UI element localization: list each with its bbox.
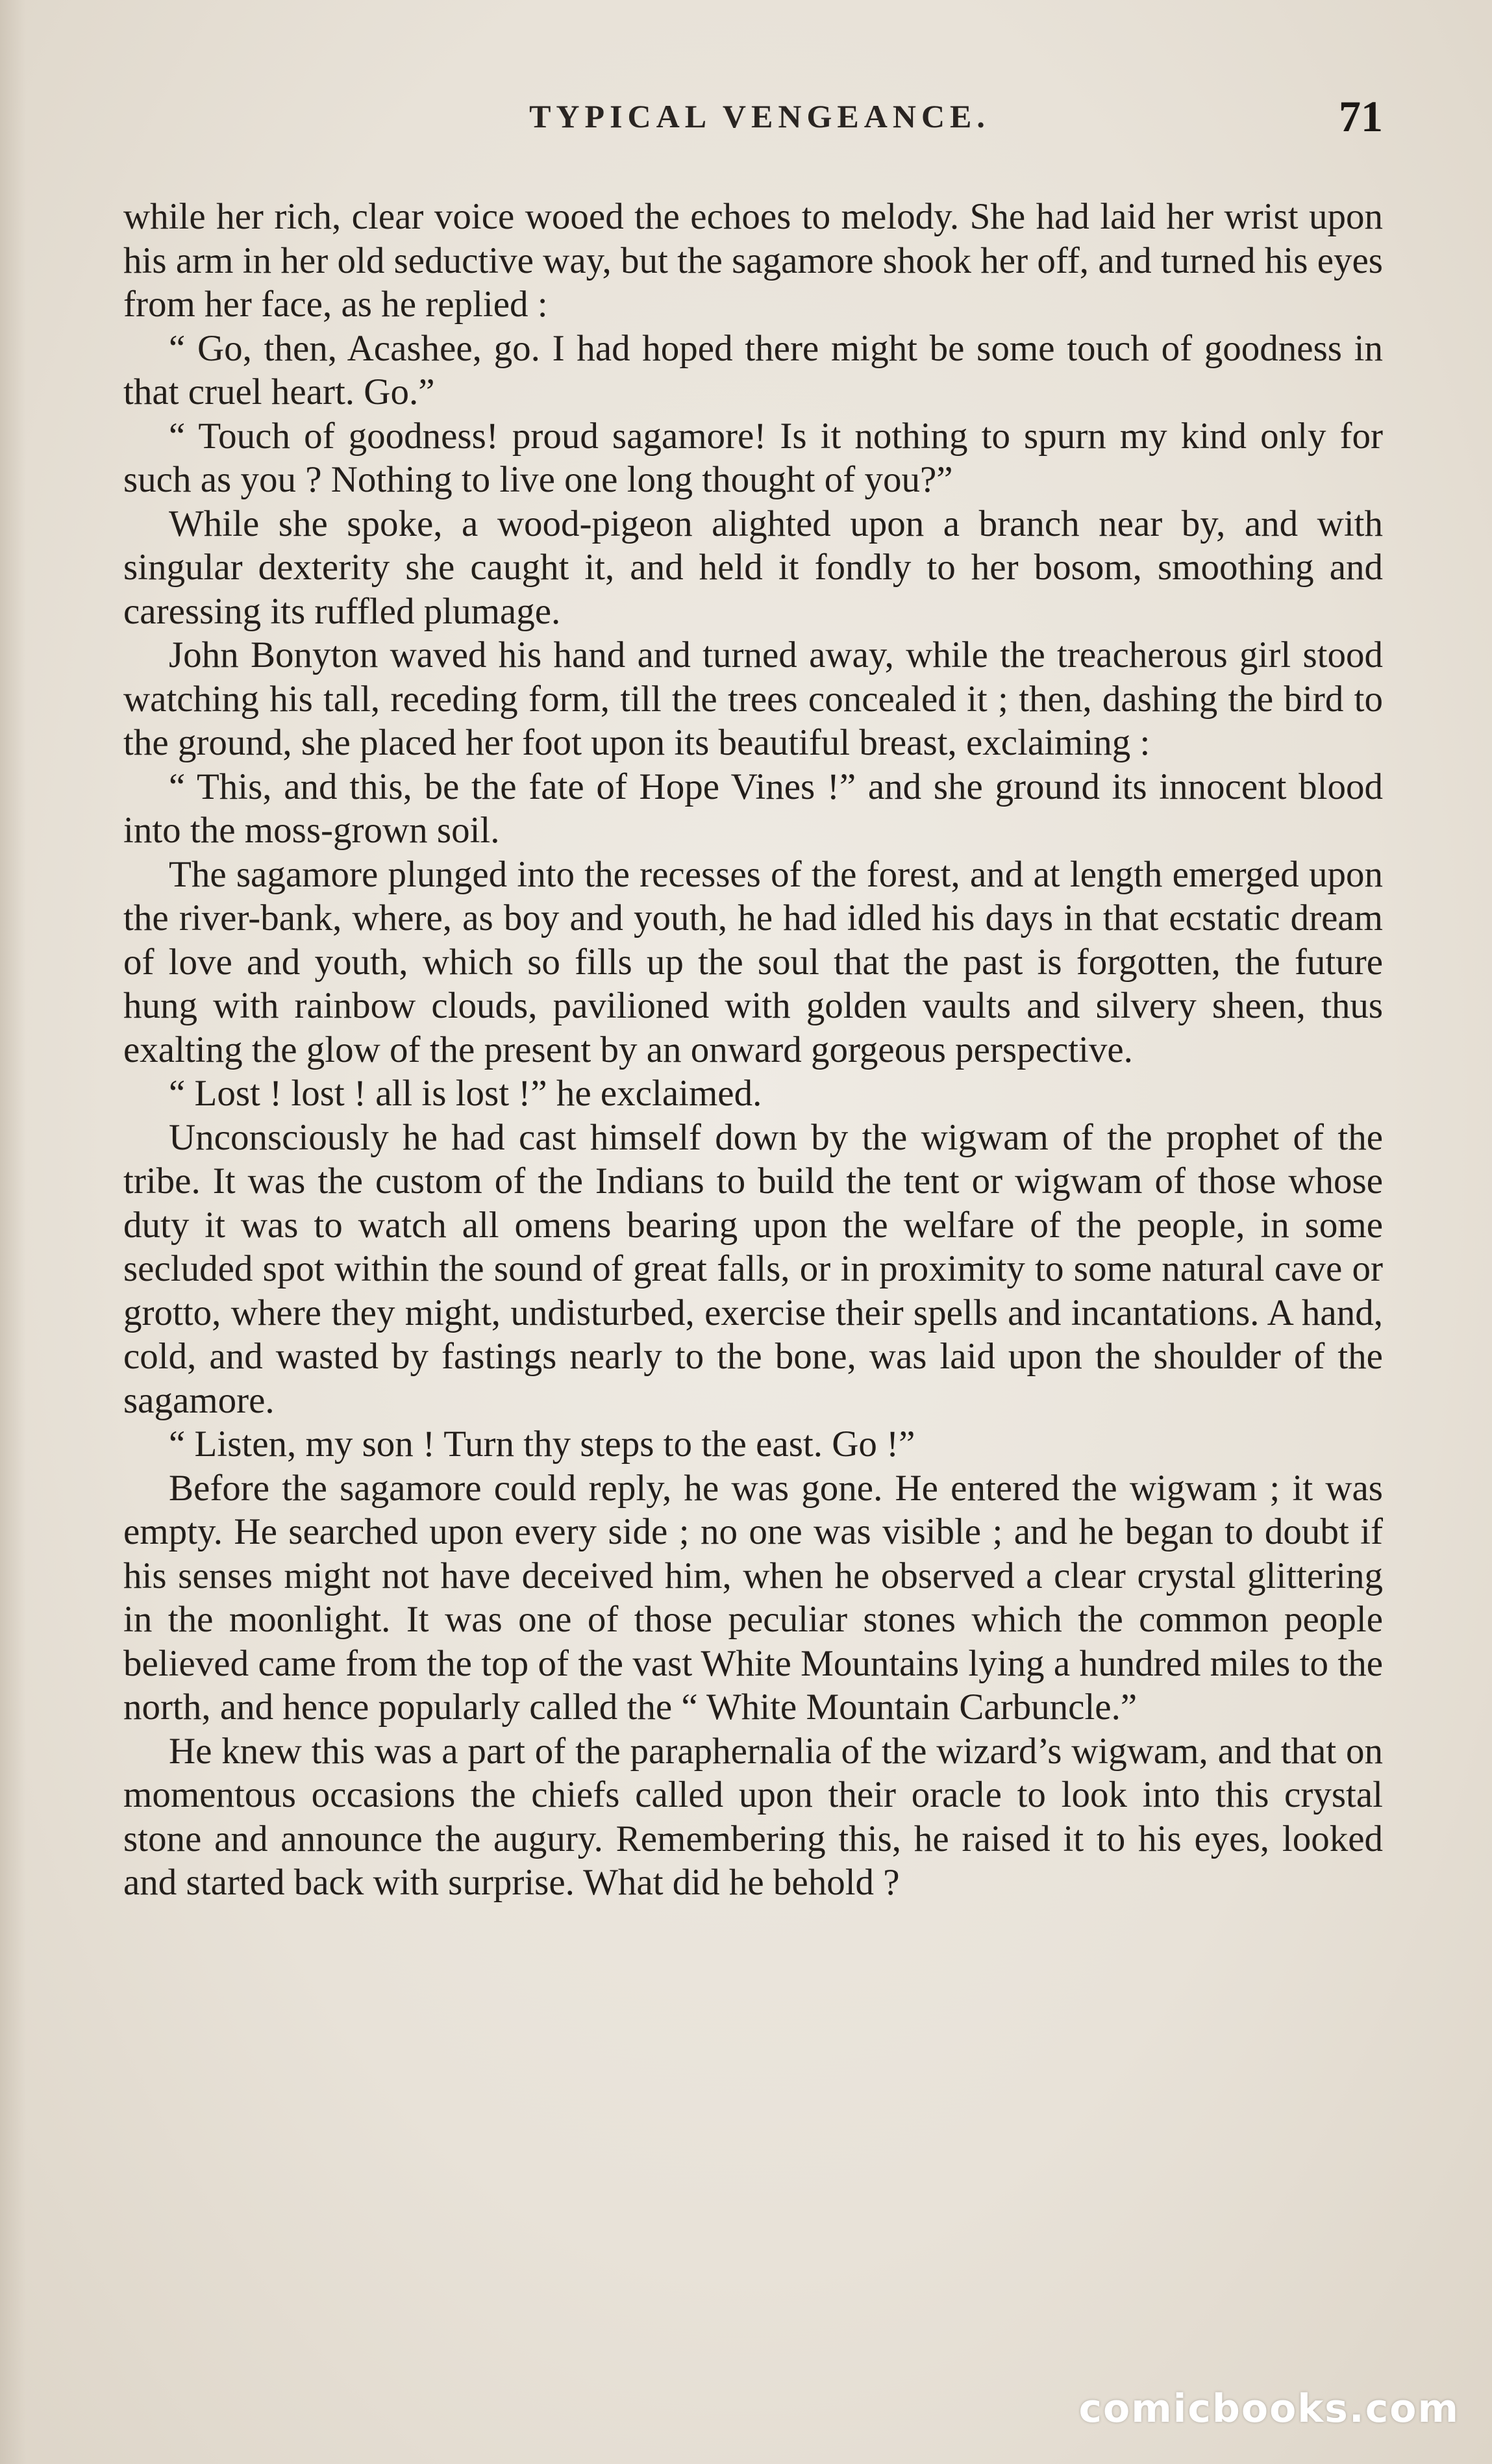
page-edge-shadow	[0, 0, 26, 2464]
page-body	[123, 195, 1383, 1905]
paragraph: Unconsciously he had cast himself down by the wigwam of the prophet of the tribe. It was the custom of the Indians to build the tent or wigwam of those whose duty it was to watch all omens bearing upon the welfare of the people, in some secluded spot within the sound of great falls, or in proximity to some natural cave or grotto, where they might, undisturbed, exercise their spells and incantations. A hand, cold, and wasted by fastings nearly to the bone, was laid upon the shoulder of the sagamore.	[123, 1116, 1383, 1421]
paragraph: “ Touch of goodness! proud sagamore! Is it nothing to spurn my kind only for such as you ? Nothing to live one long thought of you?”	[123, 415, 1383, 500]
paragraph: He knew this was a part of the paraphernalia of the wizard’s wigwam, and that on momentous occasions the chiefs called upon their oracle to look into this crystal stone and announce the augury. Remembering this, he raised it to his eyes, looked and started back with surprise. What did he behold ?	[123, 1730, 1383, 1903]
paragraph: “ Listen, my son ! Turn thy steps to the east. Go !”	[169, 1424, 915, 1465]
running-title: TYPICAL VENGEANCE.	[529, 98, 990, 134]
page-number: 71	[1339, 92, 1383, 141]
page-header	[123, 91, 1396, 149]
paragraph: Before the sagamore could reply, he was gone. He entered the wigwam ; it was empty. He searched upon every side ; no one was visible ; and he began to doubt if his senses might not have deceived him, when he observed a clear crystal glittering in the moonlight. It was one of those peculiar stones which the common people believed came from the top of the vast White Mountains lying a hundred miles to the north, and hence popularly called the “ White Mountain Carbuncle.”	[123, 1467, 1383, 1728]
paragraph: while her rich, clear voice wooed the echoes to melody. She had laid her wrist upon his arm in her old seductive way, but the sagamore shook her off, and turned his eyes from her face, as he replied :	[123, 196, 1383, 325]
watermark: comicbooks.com	[1078, 2386, 1460, 2432]
paragraph: “ Lost ! lost ! all is lost !” he exclaimed.	[169, 1073, 762, 1114]
paragraph: “ Go, then, Acashee, go. I had hoped there might be some touch of goodness in that cruel heart. Go.”	[123, 327, 1383, 412]
paragraph: “ This, and this, be the fate of Hope Vines !” and she ground its innocent blood into the moss-grown soil.	[123, 766, 1383, 851]
paragraph: While she spoke, a wood-pigeon alighted upon a branch near by, and with singular dexterity she caught it, and held it fondly to her bosom, smoothing and caressing its ruffled plumage.	[123, 503, 1383, 632]
paragraph: The sagamore plunged into the recesses of the forest, and at length emerged upon the river-bank, where, as boy and youth, he had idled his days in that ecstatic dream of love and youth, which so fills up the soul that the past is forgotten, the future hung with rainbow clouds, pavilioned with golden vaults and silvery sheen, thus exalting the glow of the present by an onward gorgeous perspective.	[123, 853, 1383, 1070]
paragraph: John Bonyton waved his hand and turned away, while the treacherous girl stood watching his tall, receding form, till the trees concealed it ; then, dashing the bird to the ground, she placed her foot upon its beautiful breast, exclaiming :	[123, 635, 1383, 763]
